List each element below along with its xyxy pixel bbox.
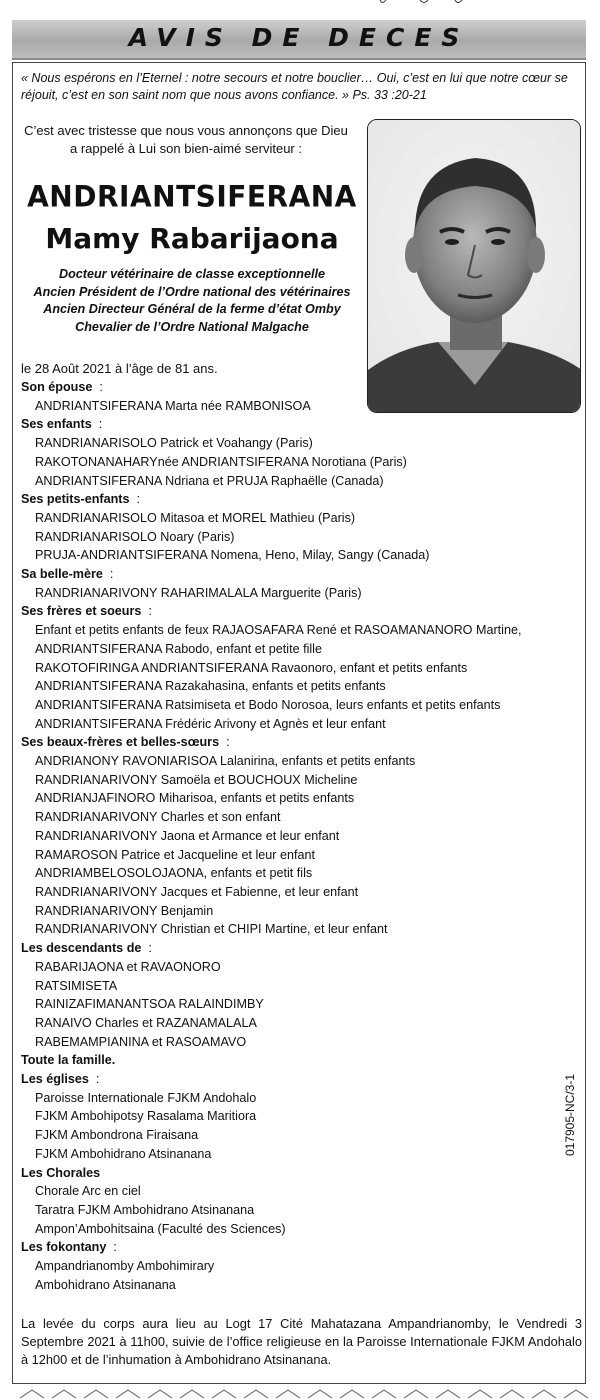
bible-verse: « Nous espérons en l’Eternel : notre secours et notre bouclier… Oui, c’est en lui que notre cœur se réjouit, c’est en son saint nom que nous avons confiance. » Ps. 33 :20-21 [21, 71, 568, 102]
family-list [21, 378, 581, 1294]
heading-colon: : [141, 941, 152, 956]
deceased-titles [22, 266, 362, 336]
heading-colon: : [141, 604, 152, 619]
family-member-line: Chorale Arc en ciel [35, 1184, 141, 1199]
section-heading-text: Les fokontany [21, 1240, 107, 1255]
section-heading [21, 1070, 581, 1089]
section-heading-text: Toute la famille. [21, 1053, 116, 1068]
heading-colon: : [91, 417, 103, 432]
section-heading-text: Sa belle-mère [21, 567, 103, 582]
family-member-line: Paroisse Internationale FJKM Andohalo [35, 1090, 257, 1105]
death-date: le 28 Août 2021 à l’âge de 81 ans. [21, 361, 218, 376]
section-heading [21, 939, 581, 958]
family-member-line: RAINIZAFIMANANTSOA RALAINDIMBY [35, 997, 264, 1012]
family-member-line: RANDRIANARIVONY Christian et CHIPI Martine, et leur enfant [35, 922, 388, 937]
section-heading [21, 565, 581, 584]
deceased-surname: ANDRIANTSIFERANA [27, 179, 357, 214]
family-member-line: RANAIVO Charles et RAZANAMALALA [35, 1015, 257, 1030]
section-heading [21, 733, 581, 752]
family-member-line: RAMAROSON Patrice et Jacqueline et leur enfant [35, 847, 315, 862]
family-member-line: ANDRIANTSIFERANA Rabodo, enfant et petite fille [35, 641, 322, 656]
section-heading [21, 1051, 581, 1070]
section-heading-text: Ses beaux-frères et belles-sœurs [21, 735, 220, 750]
title-line: Ancien Président de l’Ordre national des vétérinaires [33, 284, 351, 299]
section-heading [21, 1238, 581, 1257]
family-member-line: ANDRIANTSIFERANA Razakahasina, enfants et petits enfants [35, 679, 386, 694]
family-member-line: Ampandrianomby Ambohimirary [35, 1259, 215, 1274]
family-member-line: RABEMAMPIANINA et RASOAMAVO [35, 1034, 247, 1049]
family-member-line: RANDRIANARIVONY Jaona et Armance et leur enfant [35, 828, 340, 843]
family-member-line: ANDRIANTSIFERANA Ratsimiseta et Bodo Norosoa, leurs enfants et petits enfants [35, 697, 501, 712]
section-heading [21, 602, 581, 621]
family-member-line: ANDRIANTSIFERANA Marta née RAMBONISOA [35, 398, 311, 413]
funeral-details: La levée du corps aura lieu au Logt 17 Cité Mahatazana Ampandrianomby, le Vendredi 3 Septembre 2021 à 11h00, suivie de l’office religieuse en la Paroisse Internationale FJKM Andohalo à 12h00 et de l’inhumation à Ambohidrano Atsinanana. [21, 1316, 582, 1367]
title-line: Chevalier de l’Ordre National Malgache [75, 319, 309, 334]
section-heading [21, 490, 581, 509]
family-member-line: RATSIMISETA [35, 978, 118, 993]
heading-colon: : [106, 1240, 117, 1255]
section-heading-text: Ses petits-enfants [21, 492, 130, 507]
family-member-line: RANDRIANARIVONY Charles et son enfant [35, 810, 281, 825]
family-member-line: ANDRIANTSIFERANA Frédéric Arivony et Agnès et leur enfant [35, 716, 386, 731]
family-member-line: RANDRIANARIVONY Samoëla et BOUCHOUX Micheline [35, 772, 358, 787]
family-member-line: ANDRIANTSIFERANA Ndriana et PRUJA Raphaëlle (Canada) [35, 473, 384, 488]
heading-colon: : [88, 1072, 100, 1087]
family-member-line: FJKM Ambondrona Firaisana [35, 1128, 199, 1143]
family-member-line: Enfant et petits enfants de feux RAJAOSAFARA René et RASOAMANANORO Martine, [35, 623, 522, 638]
section-heading-text: Les églises [21, 1072, 89, 1087]
family-member-line: ANDRIANONY RAVONIARISOA Lalanirina, enfants et petits enfants [35, 754, 416, 769]
family-member-line: RANDRIANARIVONY Benjamin [35, 903, 214, 918]
deceased-portrait [367, 119, 581, 413]
section-heading [21, 378, 581, 397]
reference-text: 017905-NC/3-1 [563, 1073, 577, 1157]
banner-title: AVIS DE DECES [128, 23, 470, 52]
family-member-line: RANDRIANARISOLO Noary (Paris) [35, 529, 235, 544]
family-member-line: Ampon’Ambohitsaina (Faculté des Sciences) [35, 1221, 286, 1236]
page-top-edge [0, 0, 600, 6]
deceased-given-names: Mamy Rabarijaona [45, 222, 339, 255]
family-member-line: Taratra FJKM Ambohidrano Atsinanana [35, 1202, 255, 1217]
family-member-line: FJKM Ambohidrano Atsinanana [35, 1146, 212, 1161]
section-heading [21, 1164, 581, 1183]
family-member-line: RABARIJAONA et RAVAONORO [35, 959, 221, 974]
family-member-line: ANDRIANJAFINORO Miharisoa, enfants et petits enfants [35, 791, 355, 806]
section-heading-text: Son épouse [21, 380, 93, 394]
reference-code [560, 1068, 580, 1168]
family-member-line: Ambohidrano Atsinanana [35, 1277, 176, 1292]
heading-colon: : [102, 567, 114, 582]
heading-colon: : [129, 492, 140, 507]
family-member-line: PRUJA-ANDRIANTSIFERANA Nomena, Heno, Milay, Sangy (Canada) [35, 548, 430, 563]
header-banner [12, 20, 586, 60]
family-member-line: RANDRIANARIVONY Jacques et Fabienne, et leur enfant [35, 884, 359, 899]
family-member-line: RAKOTONANAHARYnée ANDRIANTSIFERANA Norotiana (Paris) [35, 454, 407, 469]
section-heading [21, 415, 581, 434]
title-line: Docteur vétérinaire de classe exceptionnelle [59, 267, 325, 281]
family-member-line: RANDRIANARISOLO Patrick et Voahangy (Paris) [35, 436, 313, 451]
section-heading-text: Ses frères et soeurs [21, 604, 142, 619]
heading-colon: : [219, 735, 230, 750]
family-member-line: RANDRIANARISOLO Mitasoa et MOREL Mathieu (Paris) [35, 510, 356, 525]
decorative-border [0, 1388, 600, 1400]
heading-colon: : [92, 380, 103, 394]
family-member-line: RANDRIANARIVONY RAHARIMALALA Marguerite (Paris) [35, 585, 362, 600]
family-member-line: ANDRIAMBELOSOLOJAONA, enfants et petit fils [35, 866, 313, 881]
family-member-line: FJKM Ambohipotsy Rasalama Maritiora [35, 1109, 257, 1124]
section-heading-text: Les Chorales [21, 1165, 101, 1180]
family-member-line: RAKOTOFIRINGA ANDRIANTSIFERANA Ravaonoro, enfant et petits enfants [35, 660, 468, 675]
section-heading-text: Les descendants de [21, 941, 142, 956]
title-line: Ancien Directeur Général de la ferme d’état Omby [43, 302, 341, 316]
section-heading-text: Ses enfants [21, 417, 92, 432]
intro-text: C’est avec tristesse que nous vous annonçons que Dieu a rappelé à Lui son bien-aimé serviteur : [24, 123, 348, 156]
